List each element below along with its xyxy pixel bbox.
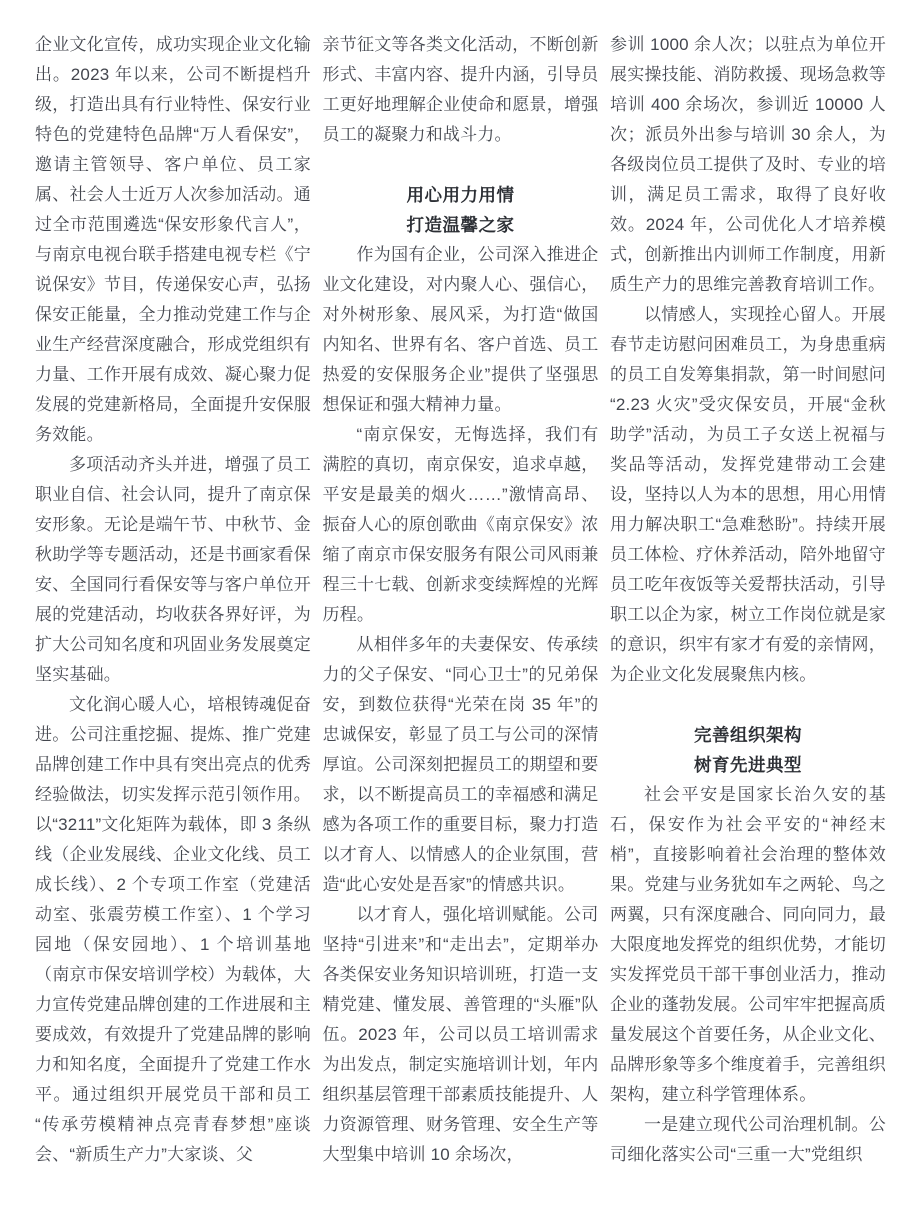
section-heading bbox=[323, 180, 599, 240]
paragraph: 社会平安是国家长治久安的基石，保安作为社会平安的“神经末梢”，直接影响着社会治理的整体效果。党建与业务犹如车之两轮、鸟之两翼，只有深度融合、同向同力，最大限度地发挥党的组织优势，才能切实发挥党员干部干事创业活力，推动企业的蓬勃发展。公司牢牢把握高质量发展这个首要任务，从企业文化、品牌形象等多个维度着手，完善组织架构，建立科学管理体系。 bbox=[610, 785, 886, 1104]
heading-line: 完善组织架构 bbox=[694, 725, 802, 745]
paragraph: 多项活动齐头并进，增强了员工职业自信、社会认同，提升了南京保安形象。无论是端午节、中秋节、金秋助学等专题活动，还是书画家看保安、全国同行看保安等与客户单位开展的党建活动，均收获各界好评，为扩大公司知名度和巩固业务发展奠定坚实基础。 bbox=[35, 455, 311, 684]
heading-line: 用心用力用情 bbox=[406, 185, 515, 205]
paragraph: 文化润心暖人心，培根铸魂促奋进。公司注重挖掘、提炼、推广党建品牌创建工作中具有突出亮点的优秀经验做法，切实发挥示范引领作用。以“3211”文化矩阵为载体，即 3 条纵线（企业发展线、企业文化线、员工成长线）、2 个专项工作室（党建活动室、张震劳模工作室）、1 个学习园地（保安园地）、1 个培训基地（南京市保安培训学校）为载体，大力宣传党建品牌创建的工作进展和主要成效，有效提升了党建品牌的影响力和知名度，全面提升了党建工作水平。通过组织开展党员干部和员工“传承劳模精神点亮青春梦想”座谈会、“新质生产力”大家谈、父 bbox=[35, 695, 311, 1164]
paragraph: 参训 1000 余人次；以驻点为单位开展实操技能、消防救援、现场急救等培训 400 余场次，参训近 10000 人次；派员外出参与培训 30 余人，为各级岗位员工提供了及时、专业的培训，满足员工需求，取得了良好收效。2024 年，公司优化人才培养模式，创新推出内训师工作制度，用新质生产力的思维完善教育培训工作。 bbox=[610, 35, 886, 294]
text-column-1 bbox=[35, 30, 311, 1200]
paragraph: 以才育人，强化培训赋能。公司坚持“引进来”和“走出去”，定期举办各类保安业务知识培训班，打造一支精党建、懂发展、善管理的“头雁”队伍。2023 年，公司以员工培训需求为出发点，制定实施培训计划，年内组织基层管理干部素质技能提升、人力资源管理、财务管理、安全生产等大型集中培训 10 余场次， bbox=[322, 905, 599, 1164]
paragraph: 企业文化宣传，成功实现企业文化输出。2023 年以来，公司不断提档升级，打造出具有行业特性、保安行业特色的党建特色品牌“万人看保安”，邀请主管领导、客户单位、员工家属、社会人士近万人次参加活动。通过全市范围遴选“保安形象代言人”，与南京电视台联手搭建电视专栏《宁说保安》节目，传递保安心声，弘扬保安正能量，全力推动党建工作与企业生产经营深度融合，形成党组织有力量、工作开展有成效、凝心聚力促发展的党建新格局，全面提升安保服务效能。 bbox=[35, 35, 311, 444]
paragraph: “南京保安，无悔选择，我们有满腔的真切，南京保安，追求卓越，平安是最美的烟火……”激情高昂、振奋人心的原创歌曲《南京保安》浓缩了南京市保安服务有限公司风雨兼程三十七载、创新求变续辉煌的光辉历程。 bbox=[322, 425, 599, 624]
paragraph: 作为国有企业，公司深入推进企业文化建设，对内聚人心、强信心，对外树形象、展风采，为打造“做国内知名、世界有名、客户首选、员工热爱的安保服务企业”提供了坚强思想保证和强大精神力量。 bbox=[322, 245, 599, 414]
heading-line: 打造温馨之家 bbox=[406, 215, 515, 235]
paragraph: 以情感人，实现拴心留人。开展春节走访慰问困难员工，为身患重病的员工自发筹集捐款，第一时间慰问“2.23 火灾”受灾保安员，开展“金秋助学”活动，为员工子女送上祝福与奖品等活动，发挥党建带动工会建设，坚持以人为本的思想，用心用情用力解决职工“急难愁盼”。持续开展员工体检、疗休养活动，陪外地留守员工吃年夜饭等关爱帮扶活动，引导职工以企为家，树立工作岗位就是家的意识，织牢有家才有爱的亲情网，为企业文化发展聚焦内核。 bbox=[610, 305, 886, 684]
section-heading bbox=[610, 720, 886, 780]
paragraph: 一是建立现代公司治理机制。公司细化落实公司“三重一大”党组织 bbox=[610, 1115, 886, 1164]
text-column-2 bbox=[323, 30, 599, 1200]
paragraph: 从相伴多年的夫妻保安、传承续力的父子保安、“同心卫士”的兄弟保安，到数位获得“光荣在岗 35 年”的忠诚保安，彰显了员工与公司的深情厚谊。公司深刻把握员工的期望和要求，以不断提高员工的幸福感和满足感为各项工作的重要目标，聚力打造以才育人、以情感人的企业氛围，营造“此心安处是吾家”的情感共识。 bbox=[322, 635, 599, 894]
paragraph: 亲节征文等各类文化活动，不断创新形式、丰富内容、提升内涵，引导员工更好地理解企业使命和愿景，增强员工的凝聚力和战斗力。 bbox=[322, 35, 599, 144]
text-column-3 bbox=[610, 30, 886, 1200]
heading-line: 树育先进典型 bbox=[694, 755, 802, 775]
